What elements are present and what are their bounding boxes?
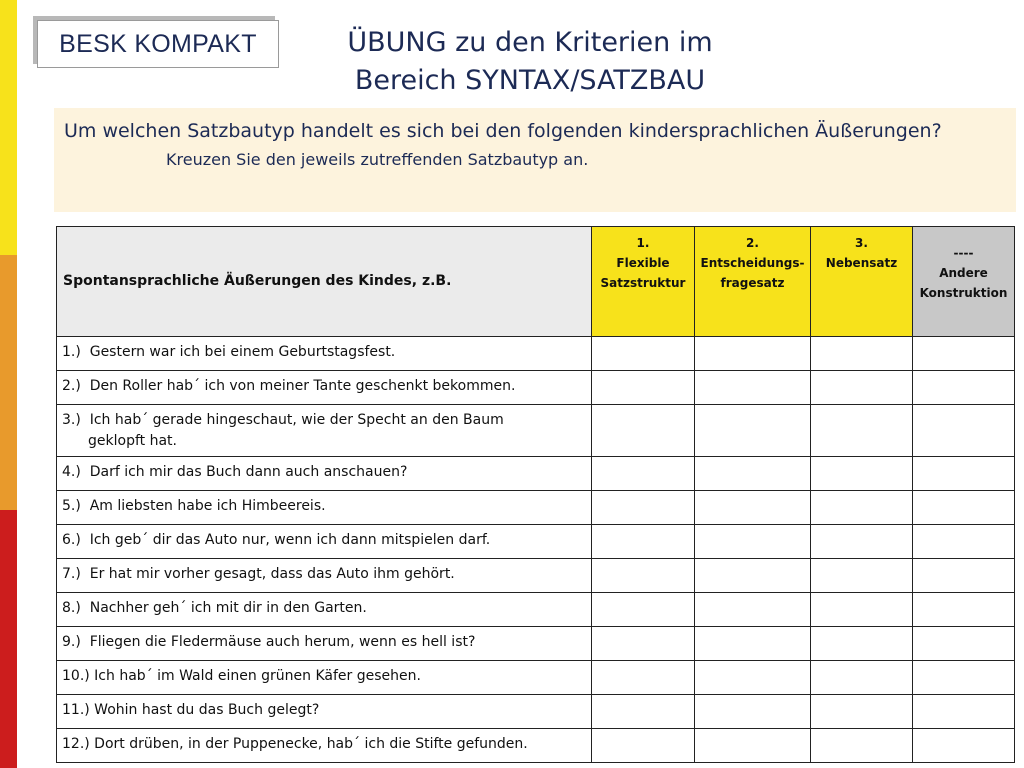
check-decision-question-cell[interactable] — [695, 457, 811, 491]
col-label: Flexible — [616, 256, 670, 270]
check-flexible-cell[interactable] — [592, 661, 695, 695]
check-other-cell[interactable] — [913, 525, 1015, 559]
side-bar-red — [0, 510, 17, 768]
utterance-text: 1.) Gestern war ich bei einem Geburtstagsfest. — [62, 344, 396, 360]
check-flexible-cell[interactable] — [592, 371, 695, 405]
header-col-decision-question — [695, 227, 811, 337]
check-decision-question-cell[interactable] — [695, 695, 811, 729]
check-other-cell[interactable] — [913, 661, 1015, 695]
utterance-cell — [57, 661, 592, 695]
check-subordinate-cell[interactable] — [811, 661, 913, 695]
check-decision-question-cell[interactable] — [695, 593, 811, 627]
col-number: 3. — [855, 236, 868, 250]
check-other-cell[interactable] — [913, 627, 1015, 661]
table-row — [57, 627, 1015, 661]
check-other-cell[interactable] — [913, 593, 1015, 627]
check-flexible-cell[interactable] — [592, 491, 695, 525]
check-decision-question-cell[interactable] — [695, 337, 811, 371]
task-box — [54, 108, 1016, 212]
utterance-cell — [57, 729, 592, 763]
utterance-cell — [57, 371, 592, 405]
utterance-text: 9.) Fliegen die Fledermäuse auch herum, wenn es hell ist? — [62, 634, 476, 650]
check-other-cell[interactable] — [913, 457, 1015, 491]
table-header-row — [57, 227, 1015, 337]
col-label: Satzstruktur — [600, 276, 686, 290]
check-decision-question-cell[interactable] — [695, 627, 811, 661]
table-row — [57, 491, 1015, 525]
task-instruction: Kreuzen Sie den jeweils zutreffenden Satzbautyp an. — [166, 150, 589, 169]
check-subordinate-cell[interactable] — [811, 405, 913, 457]
utterance-text: 2.) Den Roller hab´ ich von meiner Tante geschenkt bekommen. — [62, 378, 516, 394]
exercise-table — [56, 226, 1015, 763]
utterance-cell — [57, 593, 592, 627]
table-row — [57, 559, 1015, 593]
utterance-cell — [57, 457, 592, 491]
check-flexible-cell[interactable] — [592, 525, 695, 559]
utterance-text: 3.) Ich hab´ gerade hingeschaut, wie der Specht an den Baum — [62, 412, 504, 428]
col-label: Konstruktion — [919, 286, 1008, 300]
utterance-text: 8.) Nachher geh´ ich mit dir in den Garten. — [62, 600, 367, 616]
check-other-cell[interactable] — [913, 695, 1015, 729]
check-decision-question-cell[interactable] — [695, 729, 811, 763]
check-other-cell[interactable] — [913, 405, 1015, 457]
utterance-cell — [57, 627, 592, 661]
check-subordinate-cell[interactable] — [811, 371, 913, 405]
utterance-cell — [57, 491, 592, 525]
utterance-cell — [57, 695, 592, 729]
utterance-text: 7.) Er hat mir vorher gesagt, dass das Auto ihm gehört. — [62, 566, 455, 582]
task-question: Um welchen Satzbautyp handelt es sich bei den folgenden kindersprachlichen Äußerungen? — [64, 120, 942, 142]
col-number: ---- — [953, 246, 974, 260]
check-decision-question-cell[interactable] — [695, 525, 811, 559]
col-number: 1. — [636, 236, 650, 250]
check-flexible-cell[interactable] — [592, 337, 695, 371]
check-flexible-cell[interactable] — [592, 729, 695, 763]
check-flexible-cell[interactable] — [592, 695, 695, 729]
check-subordinate-cell[interactable] — [811, 491, 913, 525]
slide-title — [290, 24, 770, 100]
utterance-text: 12.) Dort drüben, in der Puppenecke, hab´ ich die Stifte gefunden. — [62, 736, 528, 752]
side-bar-yellow — [0, 0, 17, 255]
table-row — [57, 337, 1015, 371]
check-other-cell[interactable] — [913, 559, 1015, 593]
utterance-text-continued: geklopft hat. — [88, 433, 177, 449]
utterance-text: 10.) Ich hab´ im Wald einen grünen Käfer gesehen. — [62, 668, 421, 684]
check-flexible-cell[interactable] — [592, 559, 695, 593]
check-other-cell[interactable] — [913, 371, 1015, 405]
table-row — [57, 405, 1015, 457]
slide-title-line-1: ÜBUNG zu den Kriterien im — [347, 27, 713, 58]
check-decision-question-cell[interactable] — [695, 491, 811, 525]
check-subordinate-cell[interactable] — [811, 559, 913, 593]
check-subordinate-cell[interactable] — [811, 627, 913, 661]
utterance-cell — [57, 405, 592, 457]
utterance-text: 6.) Ich geb´ dir das Auto nur, wenn ich dann mitspielen darf. — [62, 532, 491, 548]
check-flexible-cell[interactable] — [592, 457, 695, 491]
brand-label: BESK KOMPAKT — [37, 20, 279, 68]
check-flexible-cell[interactable] — [592, 627, 695, 661]
check-decision-question-cell[interactable] — [695, 405, 811, 457]
check-decision-question-cell[interactable] — [695, 559, 811, 593]
header-utterances: Spontansprachliche Äußerungen des Kindes, z.B. — [57, 227, 592, 337]
side-bar-orange — [0, 255, 17, 510]
check-other-cell[interactable] — [913, 491, 1015, 525]
check-other-cell[interactable] — [913, 729, 1015, 763]
table-row — [57, 695, 1015, 729]
utterance-text: 5.) Am liebsten habe ich Himbeereis. — [62, 498, 326, 514]
table-row — [57, 593, 1015, 627]
col-label: Entscheidungs- — [700, 256, 805, 270]
check-subordinate-cell[interactable] — [811, 593, 913, 627]
table-row — [57, 729, 1015, 763]
header-col-subordinate — [811, 227, 913, 337]
utterance-cell — [57, 525, 592, 559]
utterance-text: 11.) Wohin hast du das Buch gelegt? — [62, 702, 320, 718]
header-col-other — [913, 227, 1015, 337]
check-subordinate-cell[interactable] — [811, 695, 913, 729]
header-col-flexible — [592, 227, 695, 337]
utterance-text: 4.) Darf ich mir das Buch dann auch anschauen? — [62, 464, 408, 480]
check-flexible-cell[interactable] — [592, 593, 695, 627]
check-other-cell[interactable] — [913, 337, 1015, 371]
table-row — [57, 525, 1015, 559]
check-subordinate-cell[interactable] — [811, 729, 913, 763]
table-row — [57, 457, 1015, 491]
check-flexible-cell[interactable] — [592, 405, 695, 457]
utterance-cell — [57, 337, 592, 371]
utterance-cell — [57, 559, 592, 593]
col-label: Andere — [939, 266, 988, 280]
check-subordinate-cell[interactable] — [811, 457, 913, 491]
check-subordinate-cell[interactable] — [811, 337, 913, 371]
col-label: Nebensatz — [825, 256, 898, 270]
table-row — [57, 661, 1015, 695]
col-number: 2. — [746, 236, 759, 250]
check-decision-question-cell[interactable] — [695, 371, 811, 405]
check-subordinate-cell[interactable] — [811, 525, 913, 559]
check-decision-question-cell[interactable] — [695, 661, 811, 695]
slide-title-line-2: Bereich SYNTAX/SATZBAU — [354, 65, 706, 96]
table-row — [57, 371, 1015, 405]
col-label: fragesatz — [720, 276, 785, 290]
